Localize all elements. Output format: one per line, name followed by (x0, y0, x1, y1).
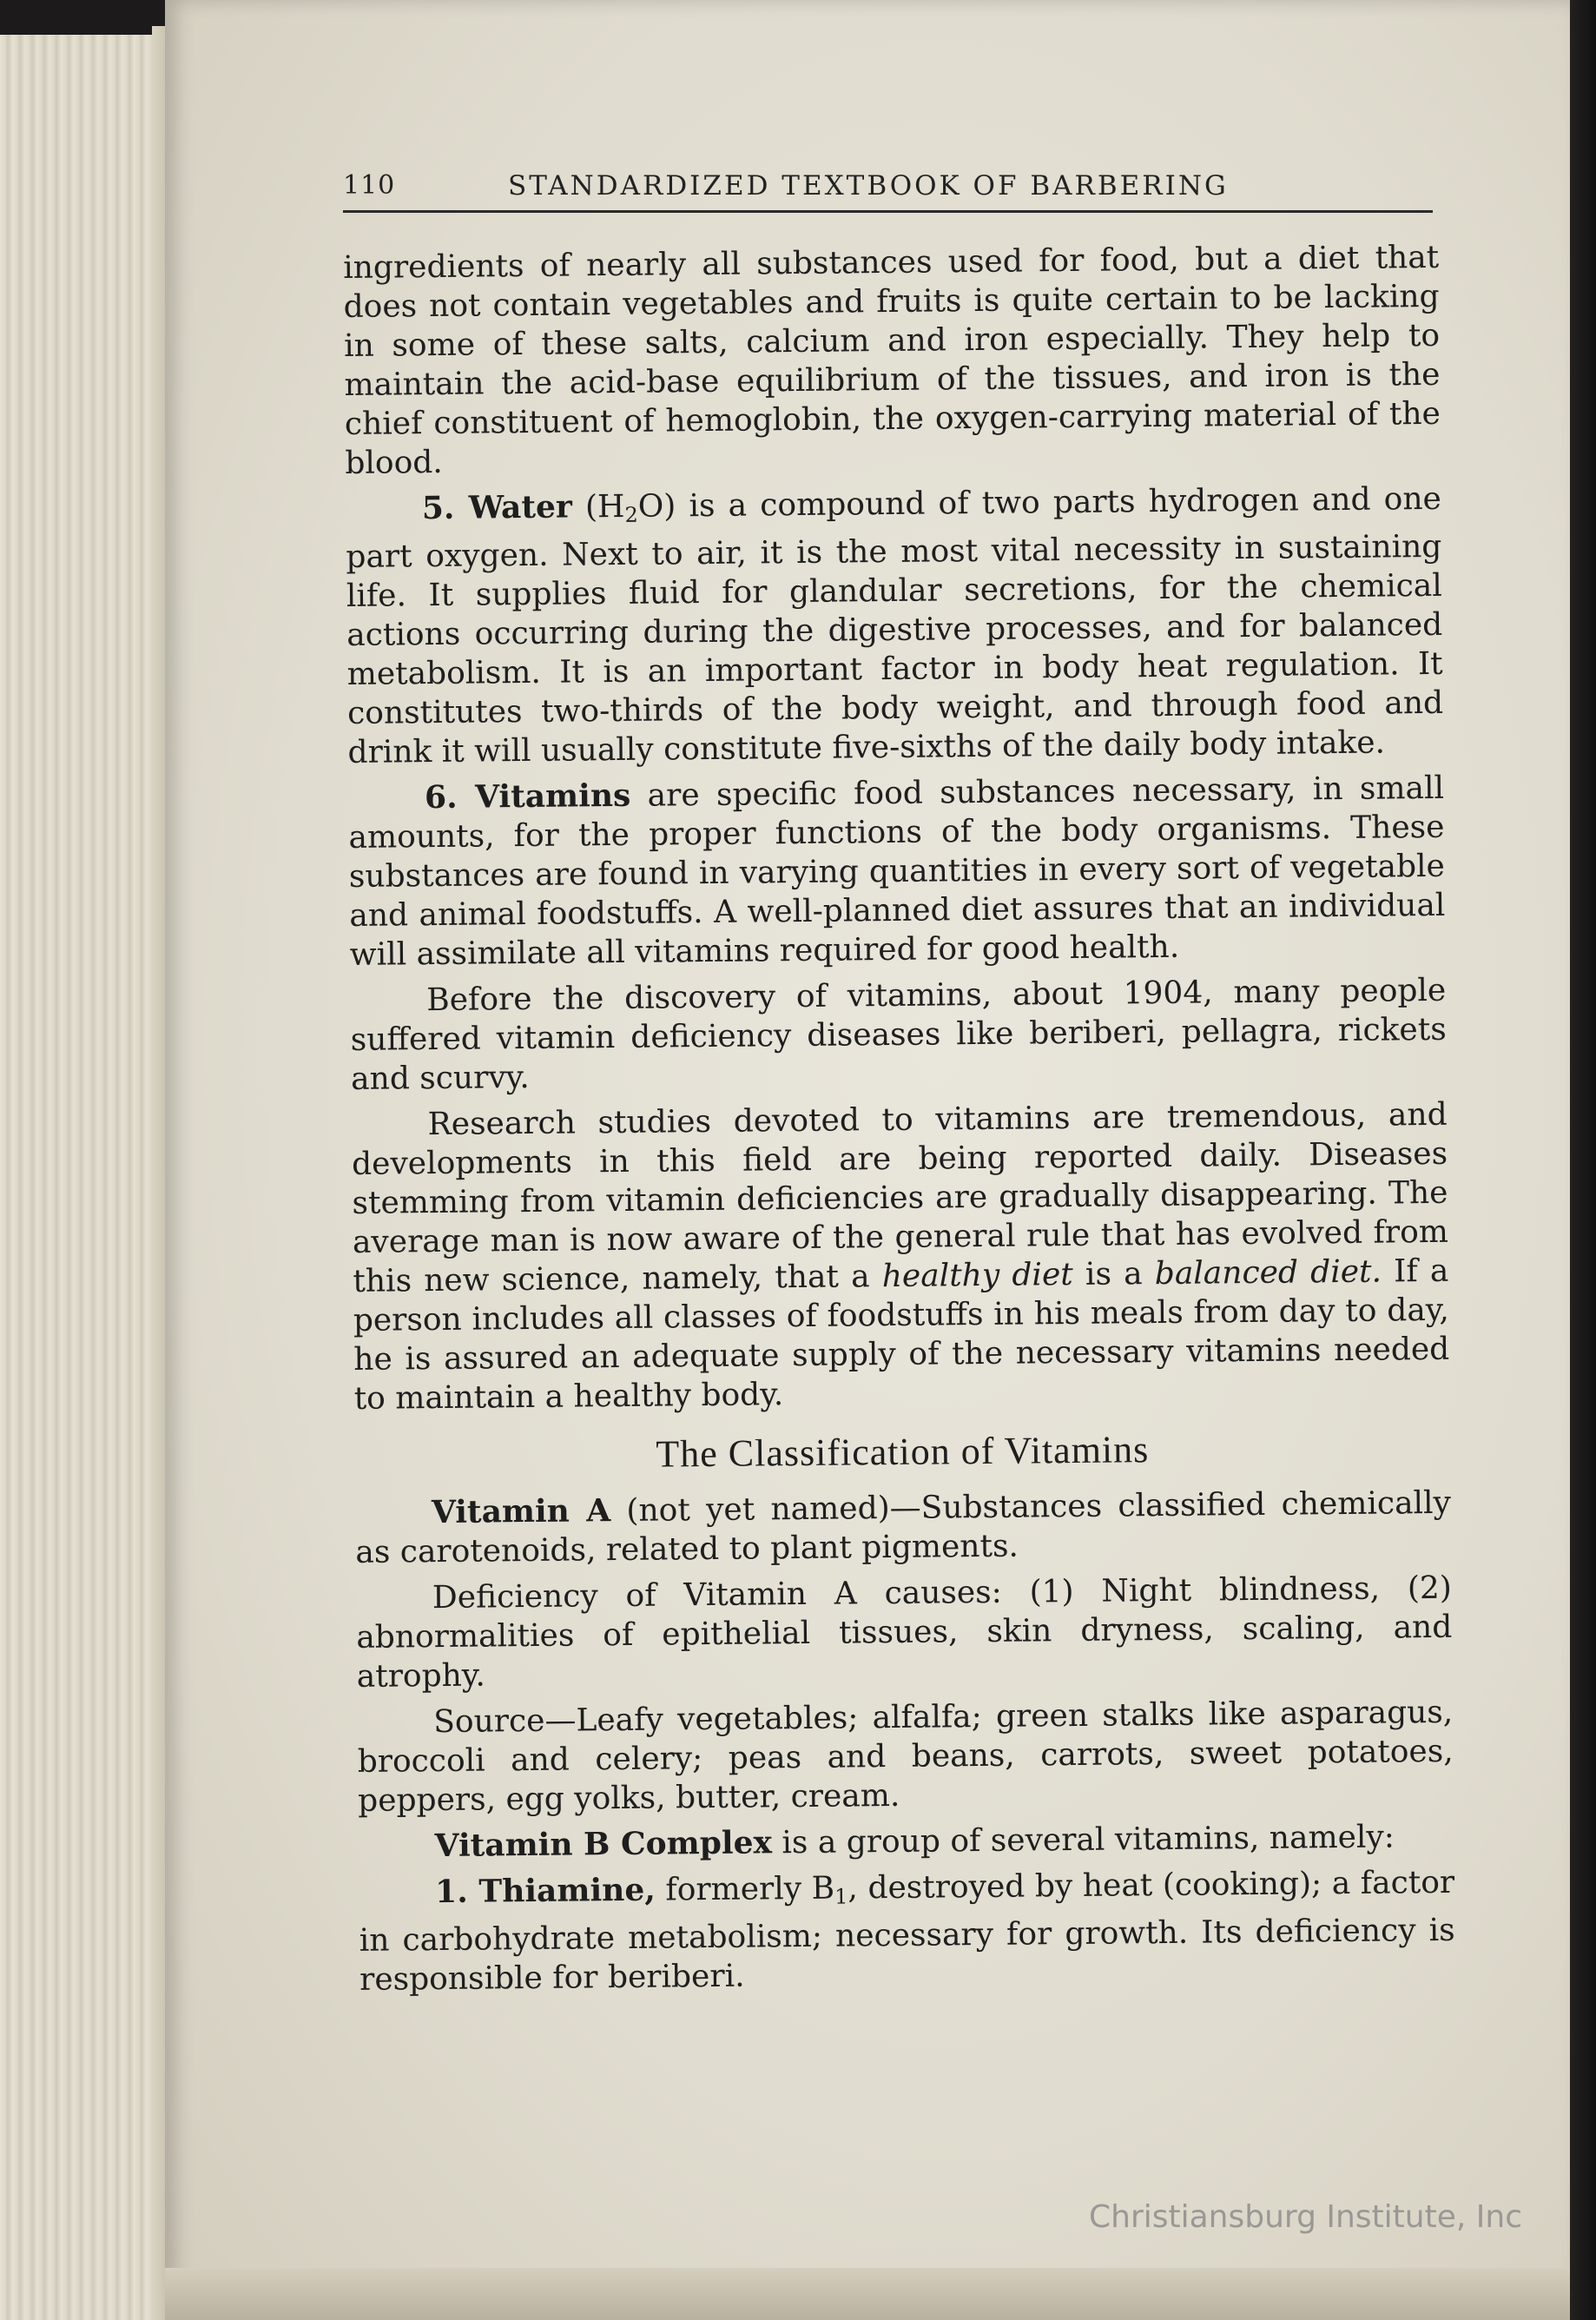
water-text: is a compound of two parts hydrogen and one part oxygen. Next to air, it is the most vital necessity in sustaining life. It supplies fluid for glandular secretions, for the chemical actions occurring during the digestive processes, and for balanced metabolism. It is an important factor in body heat regulation. It constitutes two-thirds of the body weight, and through food and drink it will usually constitute five-sixths of the daily body intake. (346, 480, 1444, 770)
water-formula-sub: 2 (624, 502, 638, 527)
section-heading: The Classification of Vitamins (656, 1428, 1150, 1476)
paragraph-thiamine (359, 1863, 1455, 1999)
vitamins-text: are specific food substances necessary, in small amounts, for the proper functions of the body organisms. These substances are found in varying quantities in every sort of vegetable and animal foodstuffs. A well-planned diet assures that an individual will assimilate all vitamins required for good health. (348, 770, 1446, 973)
vitamin-a-text: (not yet named)—Substances classified chemically as carotenoids, related to plant pigments. (355, 1484, 1452, 1570)
vitamin-b-text: is a group of several vitamins, namely: (771, 1819, 1395, 1861)
vitamins-heading: 6. Vitamins (424, 777, 631, 816)
paragraph-vitamins (348, 769, 1446, 975)
research-text-2: is a (1072, 1256, 1155, 1292)
paragraph-vitamin-a-deficiency: Deficiency of Vitamin A causes: (1) Night blindness, (2) abnormalities of epithelial tissues, skin dryness, scaling, and atrophy. (356, 1570, 1453, 1695)
watermark: Christiansburg Institute, Inc (1088, 2199, 1522, 2235)
thiamine-heading: 1. Thiamine, (434, 1871, 656, 1911)
vitamin-a-heading: Vitamin A (431, 1492, 611, 1531)
research-text-3: If a person includes all classes of foodstuffs in his meals from day to day, he is assured an adequate supply of the necessary vitamins needed to maintain a healthy body. (353, 1253, 1450, 1417)
paragraph-vitamin-a (355, 1484, 1452, 1572)
thiamine-text-1: formerly B (655, 1870, 835, 1908)
page-number: 110 (343, 170, 396, 201)
research-text-1: Research studies devoted to vitamins are tremendous, and developments in this field are being reported daily. Diseases stemming from vitamin deficiencies are gradually disappearing. The average man is now aware of the general rule that has evolved from this new science, namely, that a (351, 1096, 1449, 1299)
page-header (343, 170, 1433, 213)
paragraph-minerals: ingredients of nearly all substances used for food, but a diet that does not contain vegetables and fruits is quite certain to be lacking in some of these salts, calcium and iron especially. They help to maintain the acid-base equilibrium of the tissues, and iron is the chief constituent of hemoglobin, the oxygen-carrying material of the blood. (343, 239, 1441, 481)
water-formula-close: O) (637, 488, 676, 525)
paragraph-vitamin-b (358, 1817, 1454, 1867)
page-body (343, 238, 1455, 2006)
paragraph-before-discovery: Before the discovery of vitamins, about 1904, many people suffered vitamin deficiency diseases like beriberi, pellagra, rickets and scurvy. (350, 972, 1447, 1097)
thiamine-text-2: , destroyed by heat (cooking); a factor in carbohydrate metabolism; necessary for growth. Its deficiency is responsible for beriberi. (359, 1864, 1455, 1998)
page-bottom-edge (165, 2268, 1570, 2320)
paragraph-water (346, 479, 1444, 772)
water-heading: 5. Water (421, 488, 573, 527)
running-title: STANDARDIZED TEXTBOOK OF BARBERING (508, 170, 1229, 202)
paragraph-research (351, 1095, 1449, 1418)
research-emphasis-healthy-diet: healthy diet (881, 1256, 1073, 1295)
water-formula-open: (H (571, 488, 625, 525)
research-emphasis-balanced-diet: balanced diet. (1154, 1253, 1382, 1292)
page-stack-edges (0, 35, 174, 2320)
thiamine-sub: 1 (834, 1884, 848, 1909)
vitamin-b-heading: Vitamin B Complex (434, 1824, 773, 1865)
paragraph-vitamin-a-source: Source—Leafy vegetables; alfalfa; green stalks like asparagus, broccoli and celery; peas and beans, carrots, sweet potatoes, peppers, egg yolks, butter, cream. (357, 1694, 1454, 1819)
